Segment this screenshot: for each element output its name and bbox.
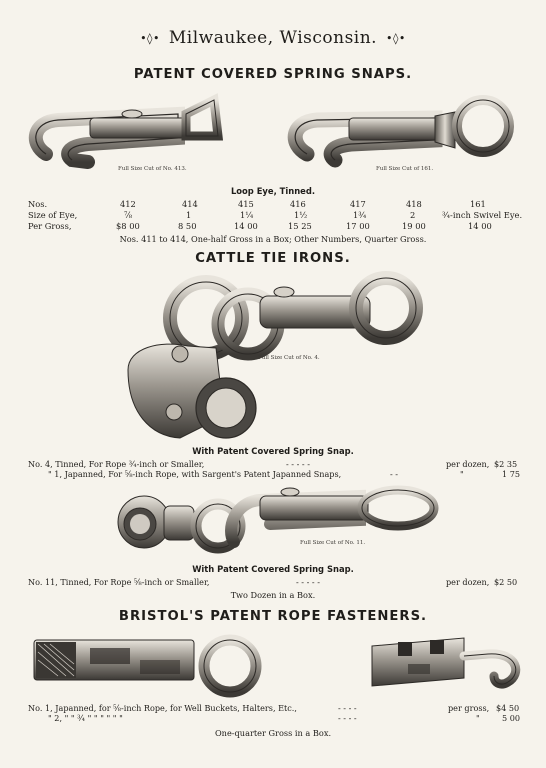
rope-fastener-illustration-left [30, 630, 280, 702]
price-value: $2 50 [494, 577, 518, 587]
table-cell: 8 50 [178, 221, 197, 231]
subheading-spring-snap-2: With Patent Covered Spring Snap. [192, 564, 354, 574]
table-cell: 161 [470, 199, 486, 209]
table-cell: 1¾ [353, 210, 367, 220]
price-dashes: - - - - [338, 713, 357, 723]
table-cell: ¾-inch Swivel Eye. [442, 210, 523, 220]
price-unit: per dozen, [446, 459, 490, 469]
cattle-tie-illustration-11 [110, 482, 440, 560]
page-header [0, 28, 546, 48]
price-dashes: - - - - - [296, 577, 320, 587]
section-heading-cattle-tie: CATTLE TIE IRONS. [195, 251, 351, 266]
table-cell: 1½ [294, 210, 308, 220]
row-label: Per Gross, [28, 221, 72, 231]
rope-fastener-illustration-right [368, 634, 528, 706]
price-unit: " [476, 713, 480, 723]
price-desc: No. 11, Tinned, For Rope ⅝-inch or Smaller, [28, 577, 210, 587]
table-cell: 14 00 [234, 221, 258, 231]
table-cell: $8 00 [116, 221, 140, 231]
price-desc: " 1, Japanned, For ⅝-inch Rope, with Sargent's Patent Japanned Snaps, [48, 469, 342, 479]
caption-413: Full Size Cut of No. 413. [118, 166, 187, 172]
table-row-price [28, 221, 528, 232]
table-cell: 418 [406, 199, 422, 209]
price-value: 5 00 [502, 713, 521, 723]
spring-snap-illustration-right [285, 88, 525, 178]
spec-table [28, 199, 528, 232]
price-dashes: - - - - [338, 703, 357, 713]
price-dashes: - - [390, 469, 399, 479]
table-cell: 15 25 [288, 221, 312, 231]
ornament-left: •◊• [140, 32, 160, 45]
section-heading-rope-fasteners: BRISTOL'S PATENT ROPE FASTENERS. [118, 609, 428, 624]
table-cell: 417 [350, 199, 366, 209]
price-line-no-1 [28, 469, 528, 480]
price-unit: " [460, 469, 464, 479]
row-label: Nos. [28, 199, 48, 209]
table-cell: 416 [290, 199, 306, 209]
caption-161: Full Size Cut of 161. [376, 166, 434, 172]
table-cell: 19 00 [402, 221, 426, 231]
price-value: $4 50 [496, 703, 520, 713]
row-label: Size of Eye, [28, 210, 78, 220]
price-desc: No. 4, Tinned, For Rope ¾-inch or Smaller, [28, 459, 205, 469]
price-desc: No. 1, Japanned, for ⅝-inch Rope, for Well Buckets, Halters, Etc., [28, 703, 297, 713]
subheading-spring-snap-1: With Patent Covered Spring Snap. [192, 446, 354, 456]
table-cell: 17 00 [346, 221, 370, 231]
table-cell: 414 [182, 199, 198, 209]
table-cell: ⅞ [124, 210, 133, 220]
caption-no-4: Full Size Cut of No. 4. [258, 355, 320, 361]
table-cell: 1 [186, 210, 192, 220]
table-row-nos [28, 199, 528, 210]
price-line-fastener-2 [28, 713, 528, 724]
packing-note-2: Two Dozen in a Box. [230, 590, 316, 600]
price-desc: " 2, " " ¾ " " " " " " [48, 713, 123, 723]
table-cell: 415 [238, 199, 254, 209]
caption-no-11: Full Size Cut of No. 11. [300, 540, 366, 546]
table-cell: 412 [120, 199, 136, 209]
price-unit: per dozen, [446, 577, 490, 587]
price-value: $2 35 [494, 459, 518, 469]
table-cell: 14 00 [468, 221, 492, 231]
price-unit: per gross, [448, 703, 490, 713]
price-dashes: - - - - - [286, 459, 310, 469]
price-line-no-11 [28, 577, 528, 588]
ornament-right: •◊• [386, 32, 406, 45]
subheading-loop-eye: Loop Eye, Tinned. [230, 186, 316, 196]
table-cell: 2 [410, 210, 416, 220]
packing-note-1: Nos. 411 to 414, One-half Gross in a Box; Other Numbers, Quarter Gross. [119, 234, 427, 244]
table-row-eye [28, 210, 528, 221]
section-heading-spring-snaps: PATENT COVERED SPRING SNAPS. [133, 67, 413, 82]
page-title: Milwaukee, Wisconsin. [168, 28, 378, 48]
table-cell: 1¼ [240, 210, 254, 220]
price-value: 1 75 [502, 469, 521, 479]
packing-note-3: One-quarter Gross in a Box. [214, 728, 332, 738]
